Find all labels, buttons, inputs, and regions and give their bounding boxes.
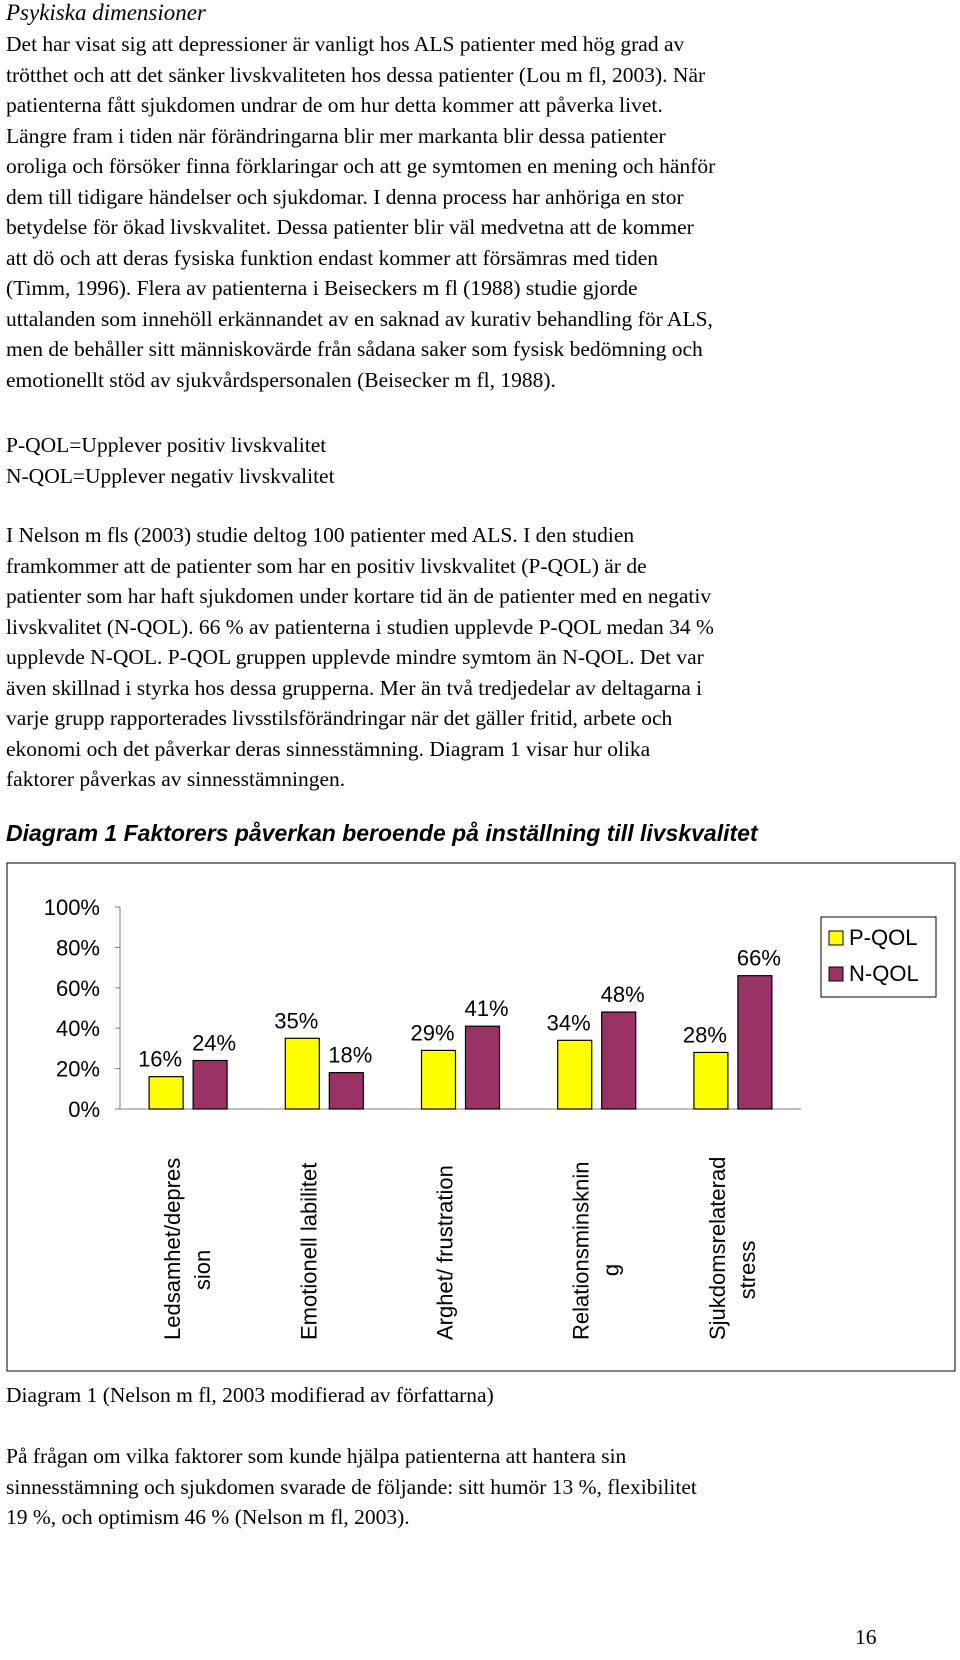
bar-p-qol-1 — [149, 1077, 183, 1109]
legend-swatch-n-qol — [829, 967, 843, 981]
bar-n-qol-1 — [193, 1061, 227, 1109]
bar-p-qol-4 — [558, 1040, 592, 1109]
legend-swatch-p-qol — [829, 931, 843, 945]
x-tick-label-1-line-2: sion — [190, 1249, 216, 1291]
x-tick-label-5-line-1: Sjukdomsrelaterad — [704, 1156, 730, 1340]
y-tick-label: 20% — [55, 1056, 100, 1082]
section-heading: Psykiska dimensioner — [6, 0, 206, 25]
y-tick-label: 0% — [68, 1097, 100, 1122]
page-number: 16 — [855, 1625, 877, 1649]
paragraph-definitions: P-QOL=Upplever positiv livskvalitet N-QOL=Upplever negativ livskvalitet — [6, 433, 335, 488]
x-tick-label-4-line-1: Relationsminsknin — [568, 1161, 594, 1340]
legend-label-p-qol: P-QOL — [849, 925, 918, 950]
data-label-p-qol-2: 35% — [274, 1008, 319, 1034]
x-tick-label-5-line-2: stress — [734, 1240, 760, 1300]
paragraph-helping-factors: På frågan om vilka faktorer som kunde hjälpa patienterna att hantera sin sinnesstämning och sjukdomen svarade de följande: sitt humör 13 %, flexibilitet 19 %, och optimism 46 % (Nelson m fl, 2003). — [6, 1444, 697, 1529]
bar-n-qol-5 — [738, 976, 772, 1109]
y-tick-label: 40% — [55, 1016, 100, 1042]
x-tick-label-2-line-1: Emotionell labilitet — [296, 1162, 322, 1340]
chart-frame — [7, 863, 955, 1371]
y-tick-label: 100% — [43, 895, 100, 920]
bar-chart — [6, 862, 956, 1372]
data-label-n-qol-4: 48% — [600, 982, 645, 1008]
bar-n-qol-3 — [466, 1026, 500, 1109]
paragraph-intro: Det har visat sig att depressioner är vanligt hos ALS patienter med hög grad av trötthet och att det sänker livskvaliteten hos dessa patienter (Lou m fl, 2003). När patienterna fått sjukdomen undrar de om hur detta kommer att påverka livet. Längre fram i tiden när förändringarna blir mer markanta blir dessa patienter oroliga och försöker finna förklaringar och att ge symtomen en mening och hänför dem till tidigare händelser och sjukdomar. I denna process har anhöriga en stor betydelse för ökad livskvalitet. Dessa patienter blir väl medvetna att de kommer att dö och att deras fysiska funktion endast kommer att försämras med tiden (Timm, 1996). Flera av patienterna i Beiseckers m fl (1988) studie gjorde uttalanden som innehöll erkännandet av en saknad av kurativ behandling för ALS, men de behåller sitt människovärde från sådana saker som fysisk bedömning och emotionellt stöd av sjukvårdspersonalen (Beisecker m fl, 1988). — [6, 32, 716, 392]
data-label-p-qol-3: 29% — [410, 1020, 455, 1046]
data-label-n-qol-3: 41% — [464, 996, 509, 1022]
x-tick-label-4-line-2: g — [598, 1263, 624, 1277]
bar-n-qol-4 — [602, 1012, 636, 1109]
data-label-n-qol-5: 66% — [736, 945, 781, 971]
data-label-p-qol-5: 28% — [682, 1022, 727, 1048]
data-label-p-qol-4: 34% — [546, 1010, 591, 1036]
bar-p-qol-5 — [694, 1052, 728, 1109]
data-label-n-qol-2: 18% — [328, 1042, 373, 1068]
y-tick-label: 80% — [55, 935, 100, 961]
data-label-p-qol-1: 16% — [138, 1046, 183, 1072]
bar-p-qol-3 — [422, 1050, 456, 1109]
x-tick-label-1-line-1: Ledsamhet/depres — [160, 1157, 186, 1340]
paragraph-nelson-study: I Nelson m fls (2003) studie deltog 100 patienter med ALS. I den studien framkommer att de patienter som har en positiv livskvalitet (P-QOL) är de patienter som har haft sjukdomen under kortare tid än de patienter med en negativ livskvalitet (N-QOL). 66 % av patienterna i studien upplevde P-QOL medan 34 % upplevde N-QOL. P-QOL gruppen upplevde mindre symtom än N-QOL. Det var även skillnad i styrka hos dessa grupperna. Mer än två tredjedelar av deltagarna i varje grupp rapporterades livsstilsförändringar när det gäller fritid, arbete och ekonomi och det påverkar deras sinnesstämning. Diagram 1 visar hur olika faktorer påverkas av sinnesstämningen. — [6, 523, 714, 791]
diagram-caption: Diagram 1 (Nelson m fl, 2003 modifierad av författarna) — [6, 1383, 494, 1407]
data-label-n-qol-1: 24% — [192, 1030, 237, 1056]
bar-n-qol-2 — [329, 1073, 363, 1109]
diagram-title: Diagram 1 Faktorers påverkan beroende på inställning till livskvalitet — [6, 820, 758, 846]
x-tick-label-3-line-1: Arghet/ frustration — [432, 1165, 458, 1340]
bar-p-qol-2 — [285, 1038, 319, 1109]
legend-label-n-qol: N-QOL — [849, 961, 919, 986]
y-tick-label: 60% — [55, 975, 100, 1001]
